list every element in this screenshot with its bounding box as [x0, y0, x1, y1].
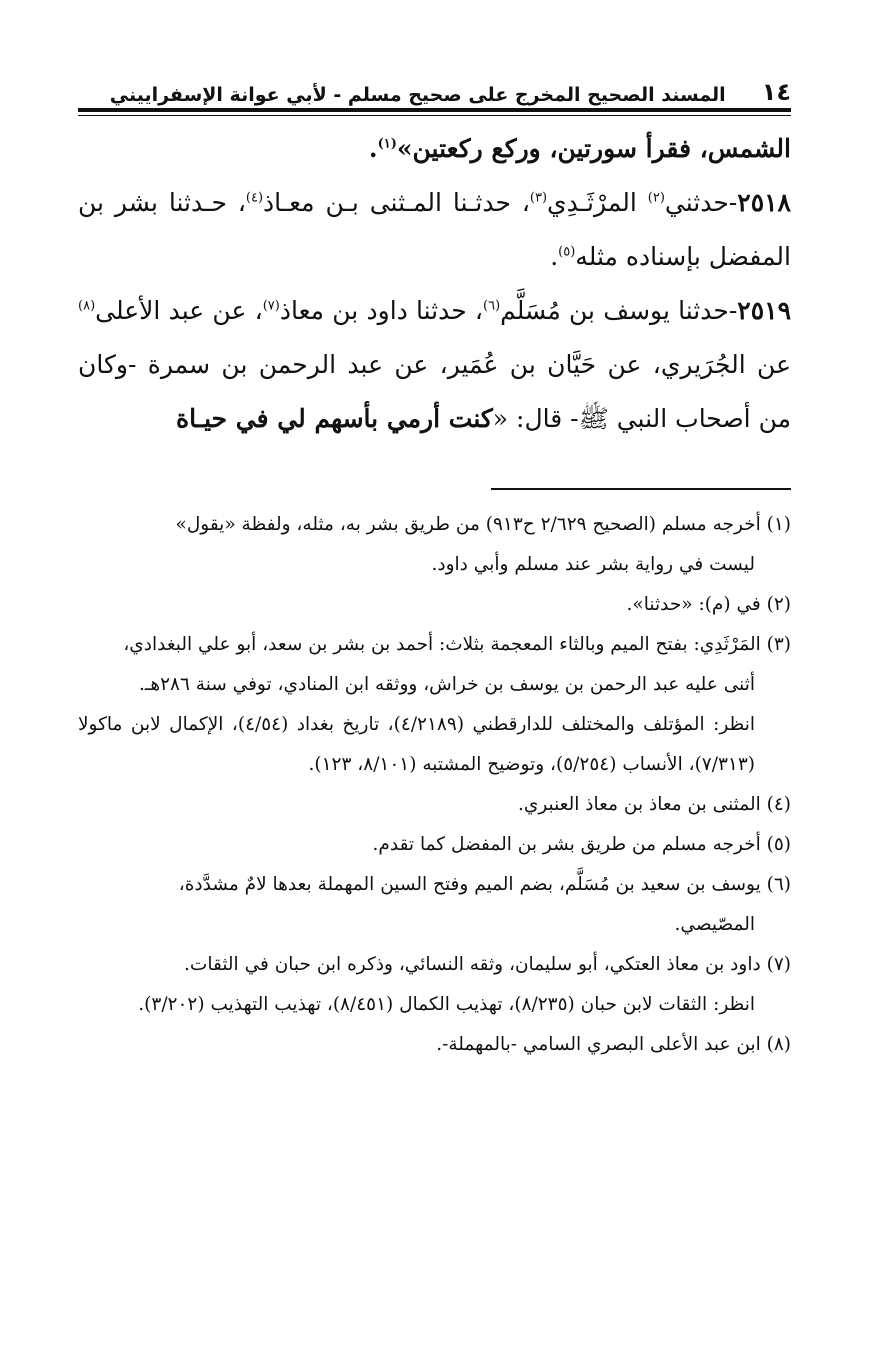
- footnote-ref: (٧): [262, 298, 280, 314]
- hadith-text: عن الجُرَيري، عن حَيَّان بن عُمَير، عن عبد الرحمن بن سمرة -وكان من أصحاب النبي ﷺ- قال: «: [78, 350, 791, 433]
- footnote-6: [78, 865, 791, 945]
- hadith-text: ، حدثنا داود بن معاذ: [279, 296, 483, 325]
- footnote-text: المَرْثَدِي: بفتح الميم وبالثاء المعجمة بثلاث: أحمد بن بشر بن سعد، أبو علي البغدادي،: [123, 634, 761, 655]
- footnote-ref: (٨): [78, 298, 96, 314]
- footnote-ref: (٢): [647, 190, 665, 206]
- footnote-3-sources: [78, 705, 791, 785]
- continuation-line: [78, 122, 791, 176]
- footnote-2: [78, 585, 791, 625]
- page-header: [109, 62, 791, 106]
- footnote-text: أخرجه مسلم من طريق بشر بن المفضل كما تقدم.: [372, 834, 761, 855]
- hadith-2518: [78, 176, 791, 284]
- footnote-separator: [491, 488, 791, 490]
- footnote-text: في (م): «حدثنا».: [626, 594, 761, 615]
- footnote-text: أخرجه مسلم (الصحيح ٢/٦٢٩ ح٩١٣) من طريق بشر به، مثله، ولفظة «يقول»: [175, 514, 761, 535]
- footnote-number: (٣): [766, 634, 791, 655]
- footnote-5: [78, 825, 791, 865]
- footnote-number: (٦): [766, 874, 791, 895]
- footnote-number: (٥): [766, 834, 791, 855]
- footnote-number: (١): [766, 514, 791, 535]
- hadith-text: -حدثنا يوسف بن مُسَلَّم: [500, 296, 738, 325]
- footnote-continuation: ليست في رواية بشر عند مسلم وأبي داود.: [431, 554, 755, 575]
- footnote-continuation: انظر: الثقات لابن حبان (٨/٢٣٥)، تهذيب الكمال (٨/٤٥١)، تهذيب التهذيب (٣/٢٠٢).: [138, 994, 755, 1015]
- continuation-text: الشمس، فقرأ سورتين، وركع ركعتين»: [396, 134, 791, 163]
- footnote-continuation: أثنى عليه عبد الرحمن بن يوسف بن خراش، ووثقه ابن المنادي، توفي سنة ٢٨٦هـ.: [139, 674, 755, 695]
- page-number: ١٤: [761, 78, 791, 106]
- header-rule-thin: [78, 115, 791, 116]
- footnote-text: داود بن معاذ العتكي، أبو سليمان، وثقه النسائي، وذكره ابن حبان في الثقات.: [184, 954, 761, 975]
- footnote-text: المثنى بن معاذ بن معاذ العنبري.: [517, 794, 761, 815]
- continuation-end: .: [368, 134, 378, 163]
- footnote-ref: (٥): [558, 244, 576, 260]
- hadith-text: ، حدثـنا المـثنى بـن معـاذ: [263, 188, 530, 217]
- hadith-text: المرْثَـدِي: [547, 188, 648, 217]
- footnote-text: ابن عبد الأعلى البصري السامي -بالمهملة-.: [436, 1034, 761, 1055]
- footnote-number: (٤): [766, 794, 791, 815]
- hadith-number: ٢٥١٩: [737, 296, 791, 325]
- running-title: المسند الصحيح المخرج على صحيح مسلم - لأبي عوانة الإسفراييني: [109, 84, 726, 106]
- footnotes: [78, 505, 791, 1065]
- hadith-text: ، حـدثنا بشر بن المفضل بإسناده مثله: [78, 188, 791, 271]
- footnote-text: يوسف بن سعيد بن مُسَلَّم، بضم الميم وفتح السين المهملة بعدها لامٌ مشدَّدة،: [178, 874, 761, 895]
- footnote-number: (٢): [766, 594, 791, 615]
- footnote-text: انظر: المؤتلف والمختلف للدارقطني (٤/٢١٨٩)، تاريخ بغداد (٤/٥٤)، الإكمال لابن ماكولا (٧/٣١٣)، الأنساب (٥/٢٥٤)، وتوضيح المشتبه (٨/١٠١، ١٢٣).: [78, 714, 755, 775]
- footnote-ref: (١): [377, 136, 397, 152]
- footnote-ref: (٦): [483, 298, 501, 314]
- hadith-quote: كنت أرمي بأسهم لي في حيـاة: [176, 404, 493, 433]
- footnote-continuation: المصّيصي.: [674, 914, 755, 935]
- footnote-number: (٧): [766, 954, 791, 975]
- footnote-number: (٨): [766, 1034, 791, 1055]
- hadith-text: ، عن عبد الأعلى: [95, 296, 263, 325]
- footnote-ref: (٣): [529, 190, 548, 206]
- header-rule-thick: [78, 108, 791, 112]
- hadith-text: -حدثني: [664, 188, 738, 217]
- footnote-3: [78, 625, 791, 705]
- footnote-1: [78, 505, 791, 585]
- hadith-2519: [78, 284, 791, 446]
- hadith-number: ٢٥١٨: [737, 188, 791, 217]
- main-text: [78, 122, 791, 446]
- hadith-text: .: [550, 242, 559, 271]
- footnote-7: [78, 945, 791, 1025]
- footnote-4: [78, 785, 791, 825]
- footnote-8: [78, 1025, 791, 1065]
- footnote-ref: (٤): [245, 190, 264, 206]
